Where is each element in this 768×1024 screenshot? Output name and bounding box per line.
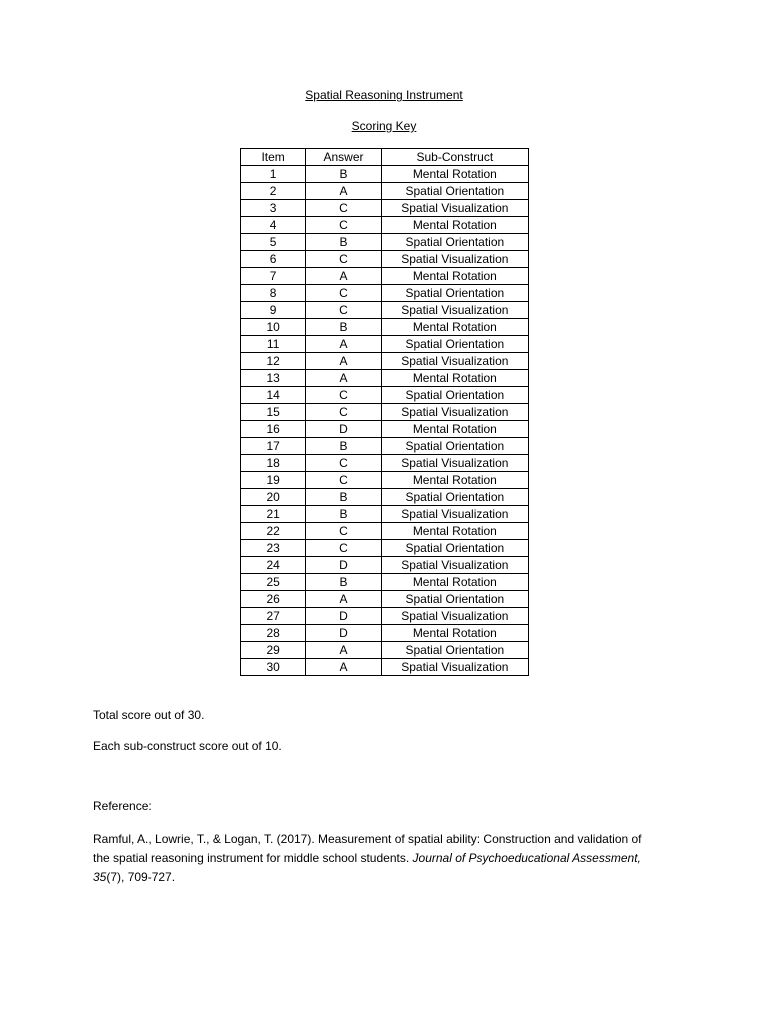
table-row [241,319,529,336]
item-cell: 2 [241,183,306,200]
scoring-key-table [240,148,529,676]
sub-construct-cell: Mental Rotation [381,421,528,438]
sub-construct-cell: Mental Rotation [381,523,528,540]
answer-cell: B [306,319,381,336]
sub-construct-cell: Spatial Visualization [381,251,528,268]
answer-cell: A [306,353,381,370]
sub-construct-cell: Mental Rotation [381,319,528,336]
sub-construct-cell: Spatial Visualization [381,302,528,319]
sub-construct-cell: Spatial Orientation [381,540,528,557]
table-row [241,302,529,319]
sub-construct-cell: Mental Rotation [381,625,528,642]
sub-construct-cell: Spatial Orientation [381,387,528,404]
citation-issue: (7), 709-727. [106,870,176,884]
item-cell: 15 [241,404,306,421]
sub-construct-cell: Spatial Visualization [381,557,528,574]
reference-heading: Reference: [93,799,152,813]
table-row [241,183,529,200]
total-score-note: Total score out of 30. [93,708,205,722]
table-row [241,608,529,625]
sub-construct-cell: Spatial Orientation [381,285,528,302]
sub-construct-cell: Mental Rotation [381,268,528,285]
sub-construct-cell: Mental Rotation [381,574,528,591]
table-row [241,472,529,489]
table-row [241,217,529,234]
table-row [241,336,529,353]
item-cell: 20 [241,489,306,506]
answer-cell: B [306,438,381,455]
subconstruct-score-note: Each sub-construct score out of 10. [93,739,282,753]
table-row [241,540,529,557]
sub-construct-cell: Spatial Orientation [381,183,528,200]
citation-main: Ramful, A., Lowrie, T., & Logan, T. (2017). Measurement of spatial ability: Construction and validation of the spatial reasoning instrument for middle school students. [93,832,642,865]
table-header-row [241,149,529,166]
item-cell: 3 [241,200,306,217]
table-row [241,489,529,506]
sub-construct-cell: Spatial Visualization [381,506,528,523]
item-cell: 1 [241,166,306,183]
answer-cell: C [306,387,381,404]
header-item: Item [241,149,306,166]
sub-construct-cell: Spatial Visualization [381,200,528,217]
sub-construct-cell: Spatial Orientation [381,642,528,659]
item-cell: 28 [241,625,306,642]
item-cell: 4 [241,217,306,234]
table-row [241,659,529,676]
page-subtitle: Scoring Key [351,119,417,133]
table-row [241,285,529,302]
table-row [241,234,529,251]
sub-construct-cell: Mental Rotation [381,217,528,234]
item-cell: 22 [241,523,306,540]
answer-cell: B [306,489,381,506]
answer-cell: C [306,217,381,234]
table-row [241,455,529,472]
answer-cell: D [306,608,381,625]
sub-construct-cell: Spatial Orientation [381,489,528,506]
sub-construct-cell: Mental Rotation [381,472,528,489]
answer-cell: C [306,285,381,302]
answer-cell: A [306,642,381,659]
item-cell: 23 [241,540,306,557]
sub-construct-cell: Spatial Visualization [381,659,528,676]
answer-cell: D [306,557,381,574]
item-cell: 11 [241,336,306,353]
item-cell: 19 [241,472,306,489]
item-cell: 30 [241,659,306,676]
answer-cell: A [306,591,381,608]
sub-construct-cell: Spatial Visualization [381,404,528,421]
header-answer: Answer [306,149,381,166]
sub-construct-cell: Mental Rotation [381,166,528,183]
table-row [241,200,529,217]
answer-cell: B [306,166,381,183]
sub-construct-cell: Spatial Orientation [381,234,528,251]
table-row [241,404,529,421]
item-cell: 25 [241,574,306,591]
answer-cell: C [306,200,381,217]
sub-construct-cell: Spatial Visualization [381,353,528,370]
table-row [241,506,529,523]
item-cell: 14 [241,387,306,404]
answer-cell: C [306,404,381,421]
answer-cell: B [306,574,381,591]
answer-cell: D [306,421,381,438]
answer-cell: C [306,540,381,557]
table-row [241,370,529,387]
answer-cell: A [306,183,381,200]
item-cell: 26 [241,591,306,608]
item-cell: 16 [241,421,306,438]
item-cell: 6 [241,251,306,268]
table-row [241,438,529,455]
item-cell: 8 [241,285,306,302]
item-cell: 12 [241,353,306,370]
page-title: Spatial Reasoning Instrument [305,88,463,102]
item-cell: 24 [241,557,306,574]
table-row [241,642,529,659]
answer-cell: A [306,370,381,387]
table-row [241,353,529,370]
answer-cell: A [306,268,381,285]
answer-cell: B [306,506,381,523]
table-row [241,387,529,404]
sub-construct-cell: Spatial Visualization [381,455,528,472]
item-cell: 18 [241,455,306,472]
answer-cell: C [306,455,381,472]
sub-construct-cell: Spatial Orientation [381,438,528,455]
answer-cell: A [306,659,381,676]
table-row [241,523,529,540]
table-row [241,625,529,642]
citation-journal: Journal of Psychoeducational Assessment, 35 [93,851,641,884]
header-sub-construct: Sub-Construct [381,149,528,166]
answer-cell: B [306,234,381,251]
table-row [241,251,529,268]
answer-cell: C [306,251,381,268]
item-cell: 10 [241,319,306,336]
sub-construct-cell: Spatial Orientation [381,591,528,608]
answer-cell: C [306,472,381,489]
item-cell: 5 [241,234,306,251]
item-cell: 7 [241,268,306,285]
sub-construct-cell: Spatial Visualization [381,608,528,625]
item-cell: 21 [241,506,306,523]
reference-citation [93,830,653,887]
answer-cell: D [306,625,381,642]
item-cell: 17 [241,438,306,455]
table-row [241,166,529,183]
table-body [241,166,529,676]
table-row [241,268,529,285]
table-row [241,557,529,574]
item-cell: 13 [241,370,306,387]
item-cell: 29 [241,642,306,659]
answer-cell: C [306,302,381,319]
answer-cell: C [306,523,381,540]
sub-construct-cell: Mental Rotation [381,370,528,387]
sub-construct-cell: Spatial Orientation [381,336,528,353]
answer-cell: A [306,336,381,353]
table-row [241,591,529,608]
table-row [241,421,529,438]
item-cell: 27 [241,608,306,625]
item-cell: 9 [241,302,306,319]
table-row [241,574,529,591]
